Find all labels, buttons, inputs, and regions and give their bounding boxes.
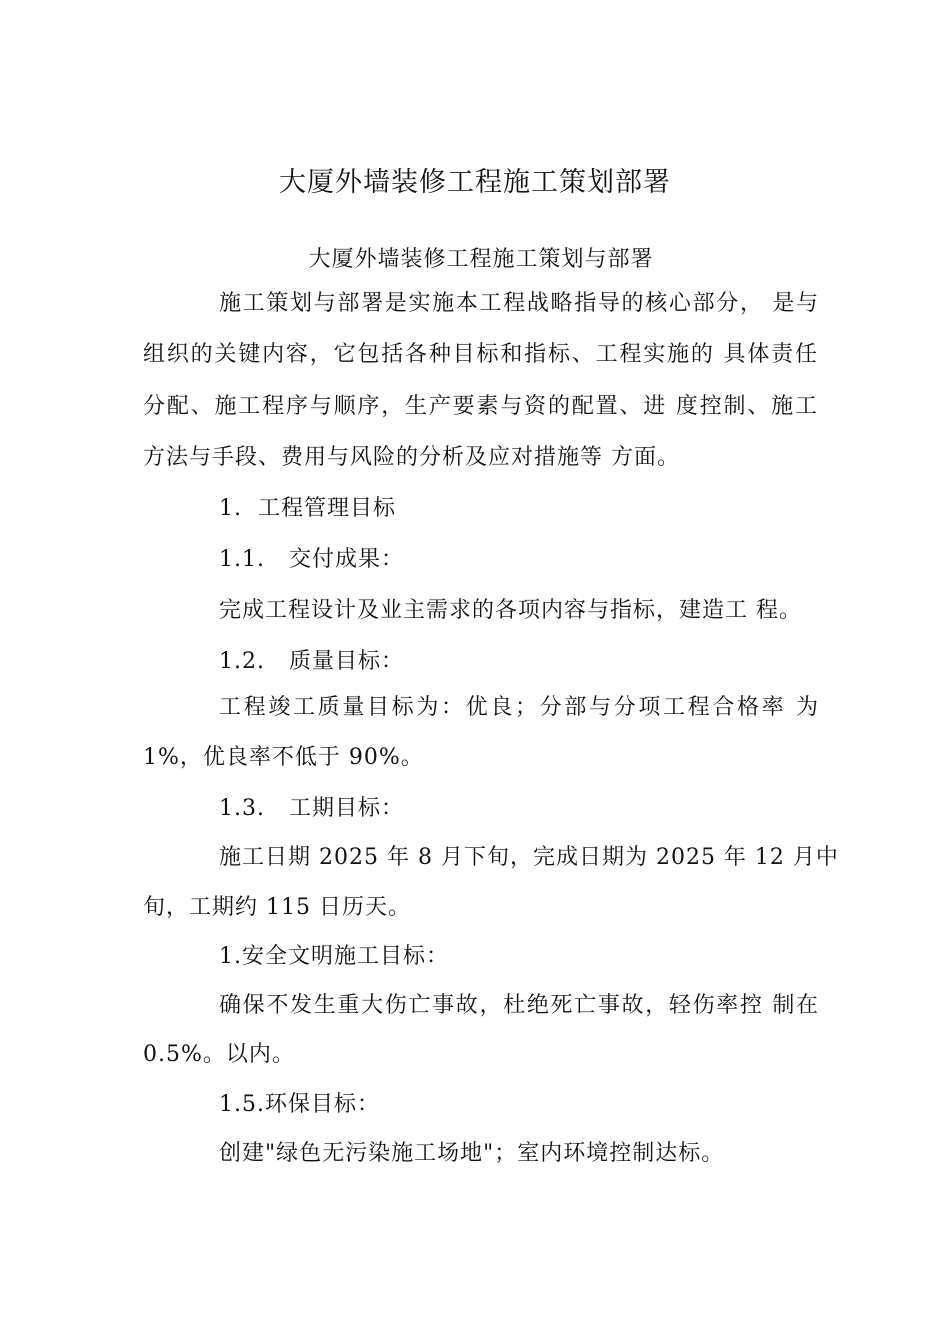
section-1-2-text-line-1: 工程竣工质量目标为：优良；分部与分项工程合格率 为 (219, 695, 819, 720)
section-1-3-text-line-1: 施工日期 2025 年 8 月下旬，完成日期为 2025 年 12 月中 (219, 845, 839, 870)
section-1-2-text-line-2: 1%，优良率不低于 90%。 (143, 745, 424, 770)
intro-line-4: 方法与手段、费用与风险的分析及应对措施等 方面。 (143, 445, 680, 470)
document-subtitle: 大厦外墙装修工程施工策划与部署 (308, 247, 654, 272)
section-1-4-heading: 1.安全文明施工目标： (219, 944, 449, 969)
section-1-1-text: 完成工程设计及业主需求的各项内容与指标，建造工 程。 (219, 598, 802, 623)
section-1-4-text-line-1: 确保不发生重大伤亡事故，杜绝死亡事故，轻伤率控 制在 (219, 993, 819, 1018)
section-1-3-heading: 1.3. 工期目标： (219, 796, 404, 821)
section-1-5-text: 创建"绿色无污染施工场地"；室内环境控制达标。 (219, 1141, 725, 1166)
intro-line-1: 施工策划与部署是实施本工程战略指导的核心部分， 是与 (219, 291, 819, 316)
section-1-2-heading: 1.2. 质量目标： (219, 649, 404, 674)
section-1-heading: 1. 工程管理目标 (219, 496, 396, 521)
intro-line-2: 组织的关键内容，它包括各种目标和指标、工程实施的 具体责任 (143, 342, 818, 367)
section-1-4-text-line-2: 0.5%。以内。 (143, 1042, 295, 1067)
section-1-5-heading: 1.5.环保目标： (219, 1092, 380, 1117)
section-1-1-heading: 1.1. 交付成果： (219, 547, 404, 572)
section-1-3-text-line-2: 旬，工期约 115 日历天。 (143, 895, 411, 920)
intro-line-3: 分配、施工程序与顺序，生产要素与资的配置、进 度控制、施工 (143, 394, 818, 419)
document-title: 大厦外墙装修工程施工策划部署 (279, 167, 671, 198)
